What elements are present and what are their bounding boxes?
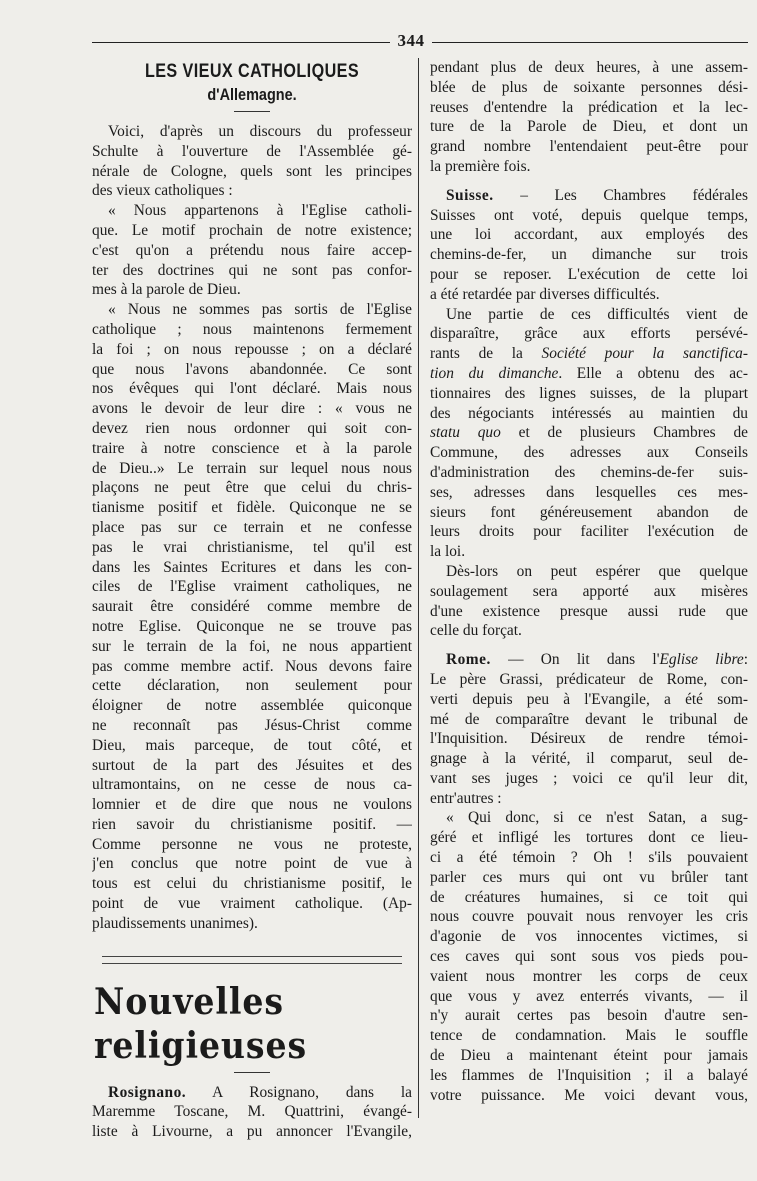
paragraph-line: verti depuis peu à l'Evangile, a été som-	[430, 690, 748, 708]
paragraph-line: Comme personne ne vous ne proteste,	[92, 835, 412, 853]
section-rule-bottom	[102, 963, 402, 964]
page-number: 344	[397, 31, 425, 50]
paragraph-line	[92, 1083, 412, 1103]
paragraph-line: dans les Saintes Ecritures et dans les con-	[92, 558, 412, 576]
paragraph-line: avons le devoir de leur dire : « vous ne	[92, 400, 412, 418]
paragraph-line	[430, 650, 748, 670]
paragraph-line: tous est celui du christianisme positif, le	[92, 875, 412, 893]
paragraph-line: « Nous appartenons à l'Eglise catholi-	[108, 202, 412, 220]
paragraph-line: Dès-lors on peut espérer que quelque	[446, 562, 748, 580]
rosignano-lead: Rosignano.	[108, 1083, 187, 1101]
paragraph-line	[430, 364, 748, 384]
paragraph-line: tianisme positif et fidèle. Quiconque ne se	[92, 499, 412, 517]
paragraph-line: notre Eglise. Quiconque ne se trouve pas	[92, 617, 412, 635]
paragraph-line: a été retardée par diverses difficultés.	[430, 285, 660, 303]
paragraph-line: c'est qu'on a prétendu nous faire accep-	[92, 241, 412, 259]
paragraph-line: vaient nous montrer les corps de ceux	[430, 967, 748, 985]
suisse-body	[430, 206, 748, 345]
suisse-body-2	[430, 384, 748, 424]
paragraph-line: Dieu, mais parceque, de tout côté, et	[92, 736, 412, 754]
paragraph-line: que vous y avez enterrés vivants, — il	[430, 987, 748, 1005]
paragraph-line: gnage à la vérité, il comparut, seul de-	[430, 750, 748, 768]
text-run: rants de la	[430, 345, 542, 363]
paragraph-line: ces caves qui sont sous vos pieds pou-	[430, 948, 748, 966]
paragraph-line: celle du forçat.	[430, 622, 522, 640]
paragraph-line: une loi accordant, aux employés des	[430, 226, 748, 244]
paragraph-line: rien savoir du christianisme positif. —	[92, 815, 412, 833]
rome-body	[430, 670, 748, 1106]
paragraph-line: d'agonie de vos innocentes victimes, si	[430, 928, 748, 946]
paragraph-line: la première fois.	[430, 157, 531, 175]
paragraph-line: Schulte à l'ouverture de l'Assemblée gé-	[92, 142, 412, 160]
paragraph-line: la foi ; on nous repousse ; on a déclaré	[92, 340, 412, 358]
paragraph-line: chemins-de-fer, un dimanche sur trois	[430, 246, 748, 264]
rosignano-text: A Rosignano, dans la	[186, 1083, 412, 1101]
paragraph-line: sieurs font généreusement abandon de	[430, 503, 748, 521]
paragraph-line: tence de condamnation. Mais le souffle	[430, 1027, 748, 1045]
paragraph-line: plaçons ne peut être que celui du chris-	[92, 479, 412, 497]
paragraph-line: mes à la parole de Dieu.	[92, 281, 241, 299]
right-column	[430, 58, 748, 1105]
paragraph-line: Maremme Toscane, M. Quattrini, évangé-	[92, 1103, 412, 1121]
paragraph-line: d'une existence presque aussi rude que	[430, 602, 748, 620]
section-rule-top	[102, 956, 402, 957]
paragraph-line: cette déclaration, non seulement pour	[92, 677, 412, 695]
paragraph-line: éloigner de notre assemblée quiconque	[92, 697, 412, 715]
paragraph-line: d'administration des chemins-de-fer suis-	[430, 463, 748, 481]
paragraph-line: des négociants intéressés au maintien du	[430, 404, 748, 422]
paragraph-line	[430, 344, 748, 364]
paragraph-line: « Nous ne sommes pas sortis de l'Eglise	[108, 301, 412, 319]
paragraph-line: blée de plus de soixante personnes dési-	[430, 78, 748, 96]
title-divider	[234, 111, 270, 112]
paragraph-line: plaudissements unanimes).	[92, 914, 258, 932]
paragraph-line: traire à notre conscience et à la parole	[92, 439, 412, 457]
italic-run: tion du dimanche	[430, 364, 559, 382]
paragraph-line: que. Le motif prochain de notre existence;	[92, 221, 412, 239]
paragraph-line: ture de la Parole de Dieu, et dont un	[430, 118, 748, 136]
paragraph-line: ses, adresses dans lesquelles ces mes-	[430, 483, 748, 501]
paragraph-line: catholique ; nous maintenons fermement	[92, 320, 412, 338]
paragraph-line: la loi.	[430, 543, 466, 561]
paragraph-line: reuses d'entendre la prédication et la lec-	[430, 98, 748, 116]
paragraph-line: saurait être considéré comme membre de	[92, 598, 412, 616]
paragraph-line: tionnaires des lignes suisses, de la plupart	[430, 384, 748, 402]
paragraph-line: vant ses juges ; voici ce qu'il leur dit,	[430, 769, 748, 787]
paragraph-line: ultramontains, on ne cesse de nous ca-	[92, 776, 412, 794]
paragraph-line: pendant plus de deux heures, à une assem-	[430, 59, 748, 76]
paragraph-line: géré et infligé les tortures dont ce lieu-	[430, 829, 748, 847]
paragraph-line: j'en conclus que notre point de vue à	[92, 855, 412, 873]
paragraph-line: votre puissance. Me voici devant vous,	[430, 1086, 748, 1104]
suisse-text: – Les Chambres fédérales	[493, 186, 748, 204]
paragraph-line: ne reconnaît pas Jésus-Christ comme	[92, 716, 412, 734]
column-divider	[418, 58, 419, 1118]
paragraph-line: surtout de la part des Jésuites et des	[92, 756, 412, 774]
text-run: — On lit dans l'	[490, 651, 660, 669]
paragraph-line: n'y aurait certes pas besoin d'autre sen-	[430, 1007, 748, 1025]
paragraph-line: ter des doctrines qui ne sont pas confor-	[92, 261, 412, 279]
left-column	[92, 58, 412, 1142]
paragraph-line: point de vue vraiment catholique. (Ap-	[92, 895, 412, 913]
paragraph-line: disparaître, grâce aux efforts persévé-	[430, 325, 748, 343]
rosignano-continuation	[430, 58, 748, 177]
paragraph-line: liste à Livourne, a pu annoncer l'Evangile,	[92, 1123, 412, 1141]
paragraph-line: Suisses ont voté, depuis quelque temps,	[430, 206, 748, 224]
paragraph-line: entr'autres :	[430, 789, 502, 807]
article-body	[92, 122, 412, 934]
text-run: et de plusieurs Chambres de	[500, 424, 748, 442]
paragraph-line: soulagement sera apporté aux misères	[430, 582, 748, 600]
paragraph-line: Voici, d'après un discours du professeur	[108, 123, 412, 140]
paragraph-line: pas le vrai christianisme, tel qu'il est	[92, 538, 412, 556]
paragraph-line: place pas sur ce terrain et ne confesse	[92, 518, 412, 536]
paragraph-line: leurs droits pour faciliter l'exécution de	[430, 523, 748, 541]
paragraph-line	[430, 186, 748, 206]
article-title: LES VIEUX CATHOLIQUES	[144, 61, 360, 82]
paragraph-line: des vieux catholiques :	[92, 182, 233, 200]
paragraph-line: l'Inquisition. Désireux de rendre témoi-	[430, 730, 748, 748]
paragraph-line: pas comme membre actif. Nous devons faire	[92, 657, 412, 675]
rome-lead: Rome.	[446, 651, 491, 669]
paragraph-line: ciles de l'Eglise vraiment catholiques, ne	[92, 578, 412, 596]
paragraph-line: les flammes de l'Inquisition ; il a balayé	[430, 1066, 748, 1084]
paragraph-line	[430, 423, 748, 443]
text-run: . Elle a obtenu des ac-	[558, 364, 748, 382]
italic-run: Eglise libre	[659, 651, 744, 669]
paragraph-line: lomnier et de dire que nous ne voulons	[92, 796, 412, 814]
header-rule-left	[92, 42, 390, 43]
paragraph-line: Une partie de ces difficultés vient de	[446, 305, 748, 323]
suisse-body-3	[430, 443, 748, 641]
section-title: Nouvelles religieuses	[94, 980, 308, 1067]
paragraph-line: « Qui donc, si ce n'est Satan, a sug-	[446, 809, 748, 827]
paragraph-line: que nous l'avons abandonnée. Ce sont	[92, 360, 412, 378]
paragraph-line: de créatures humaines, si ce toit qui	[430, 888, 748, 906]
italic-run: statu quo	[430, 424, 501, 442]
article-subtitle: d'Allemagne.	[207, 85, 297, 104]
paragraph-line: de Dieu a maintenant éteint pour jamais	[430, 1047, 748, 1065]
paragraph-line: de Dieu..» Le terrain sur lequel nous nous	[92, 459, 412, 477]
paragraph-line: nérale de Cologne, quels sont les principes	[92, 162, 412, 180]
paragraph-line: nous couvre pouvait nous renvoyer les cris	[430, 908, 748, 926]
paragraph-line: grand nombre l'entendaient peut-être pour	[430, 138, 748, 156]
italic-run: Société pour la sanctifica-	[541, 345, 748, 363]
section-divider	[234, 1072, 270, 1073]
text-run: :	[743, 651, 748, 669]
paragraph-line: Commune, des adresses aux Conseils	[430, 444, 748, 462]
paragraph-line: mé de comparaître devant le tribunal de	[430, 710, 748, 728]
paragraph-line: devez rien nous ordonner qui soit con-	[92, 419, 412, 437]
paragraph-line: ci a été témoin ? Oh ! s'ils pouvaient	[430, 849, 748, 867]
suisse-lead: Suisse.	[446, 186, 494, 204]
paragraph-line: parler ces murs qui ont vu brûler tant	[430, 868, 748, 886]
paragraph-line: pour se reposer. L'exécution de cette loi	[430, 265, 748, 283]
paragraph-line: Le père Grassi, prédicateur de Rome, con-	[430, 670, 748, 688]
paragraph-line: nos évêques qui l'ont déclaré. Mais nous	[92, 380, 412, 398]
paragraph-line: sur le terrain de la foi, ne nous appartient	[92, 637, 412, 655]
header-rule-right	[432, 42, 748, 43]
